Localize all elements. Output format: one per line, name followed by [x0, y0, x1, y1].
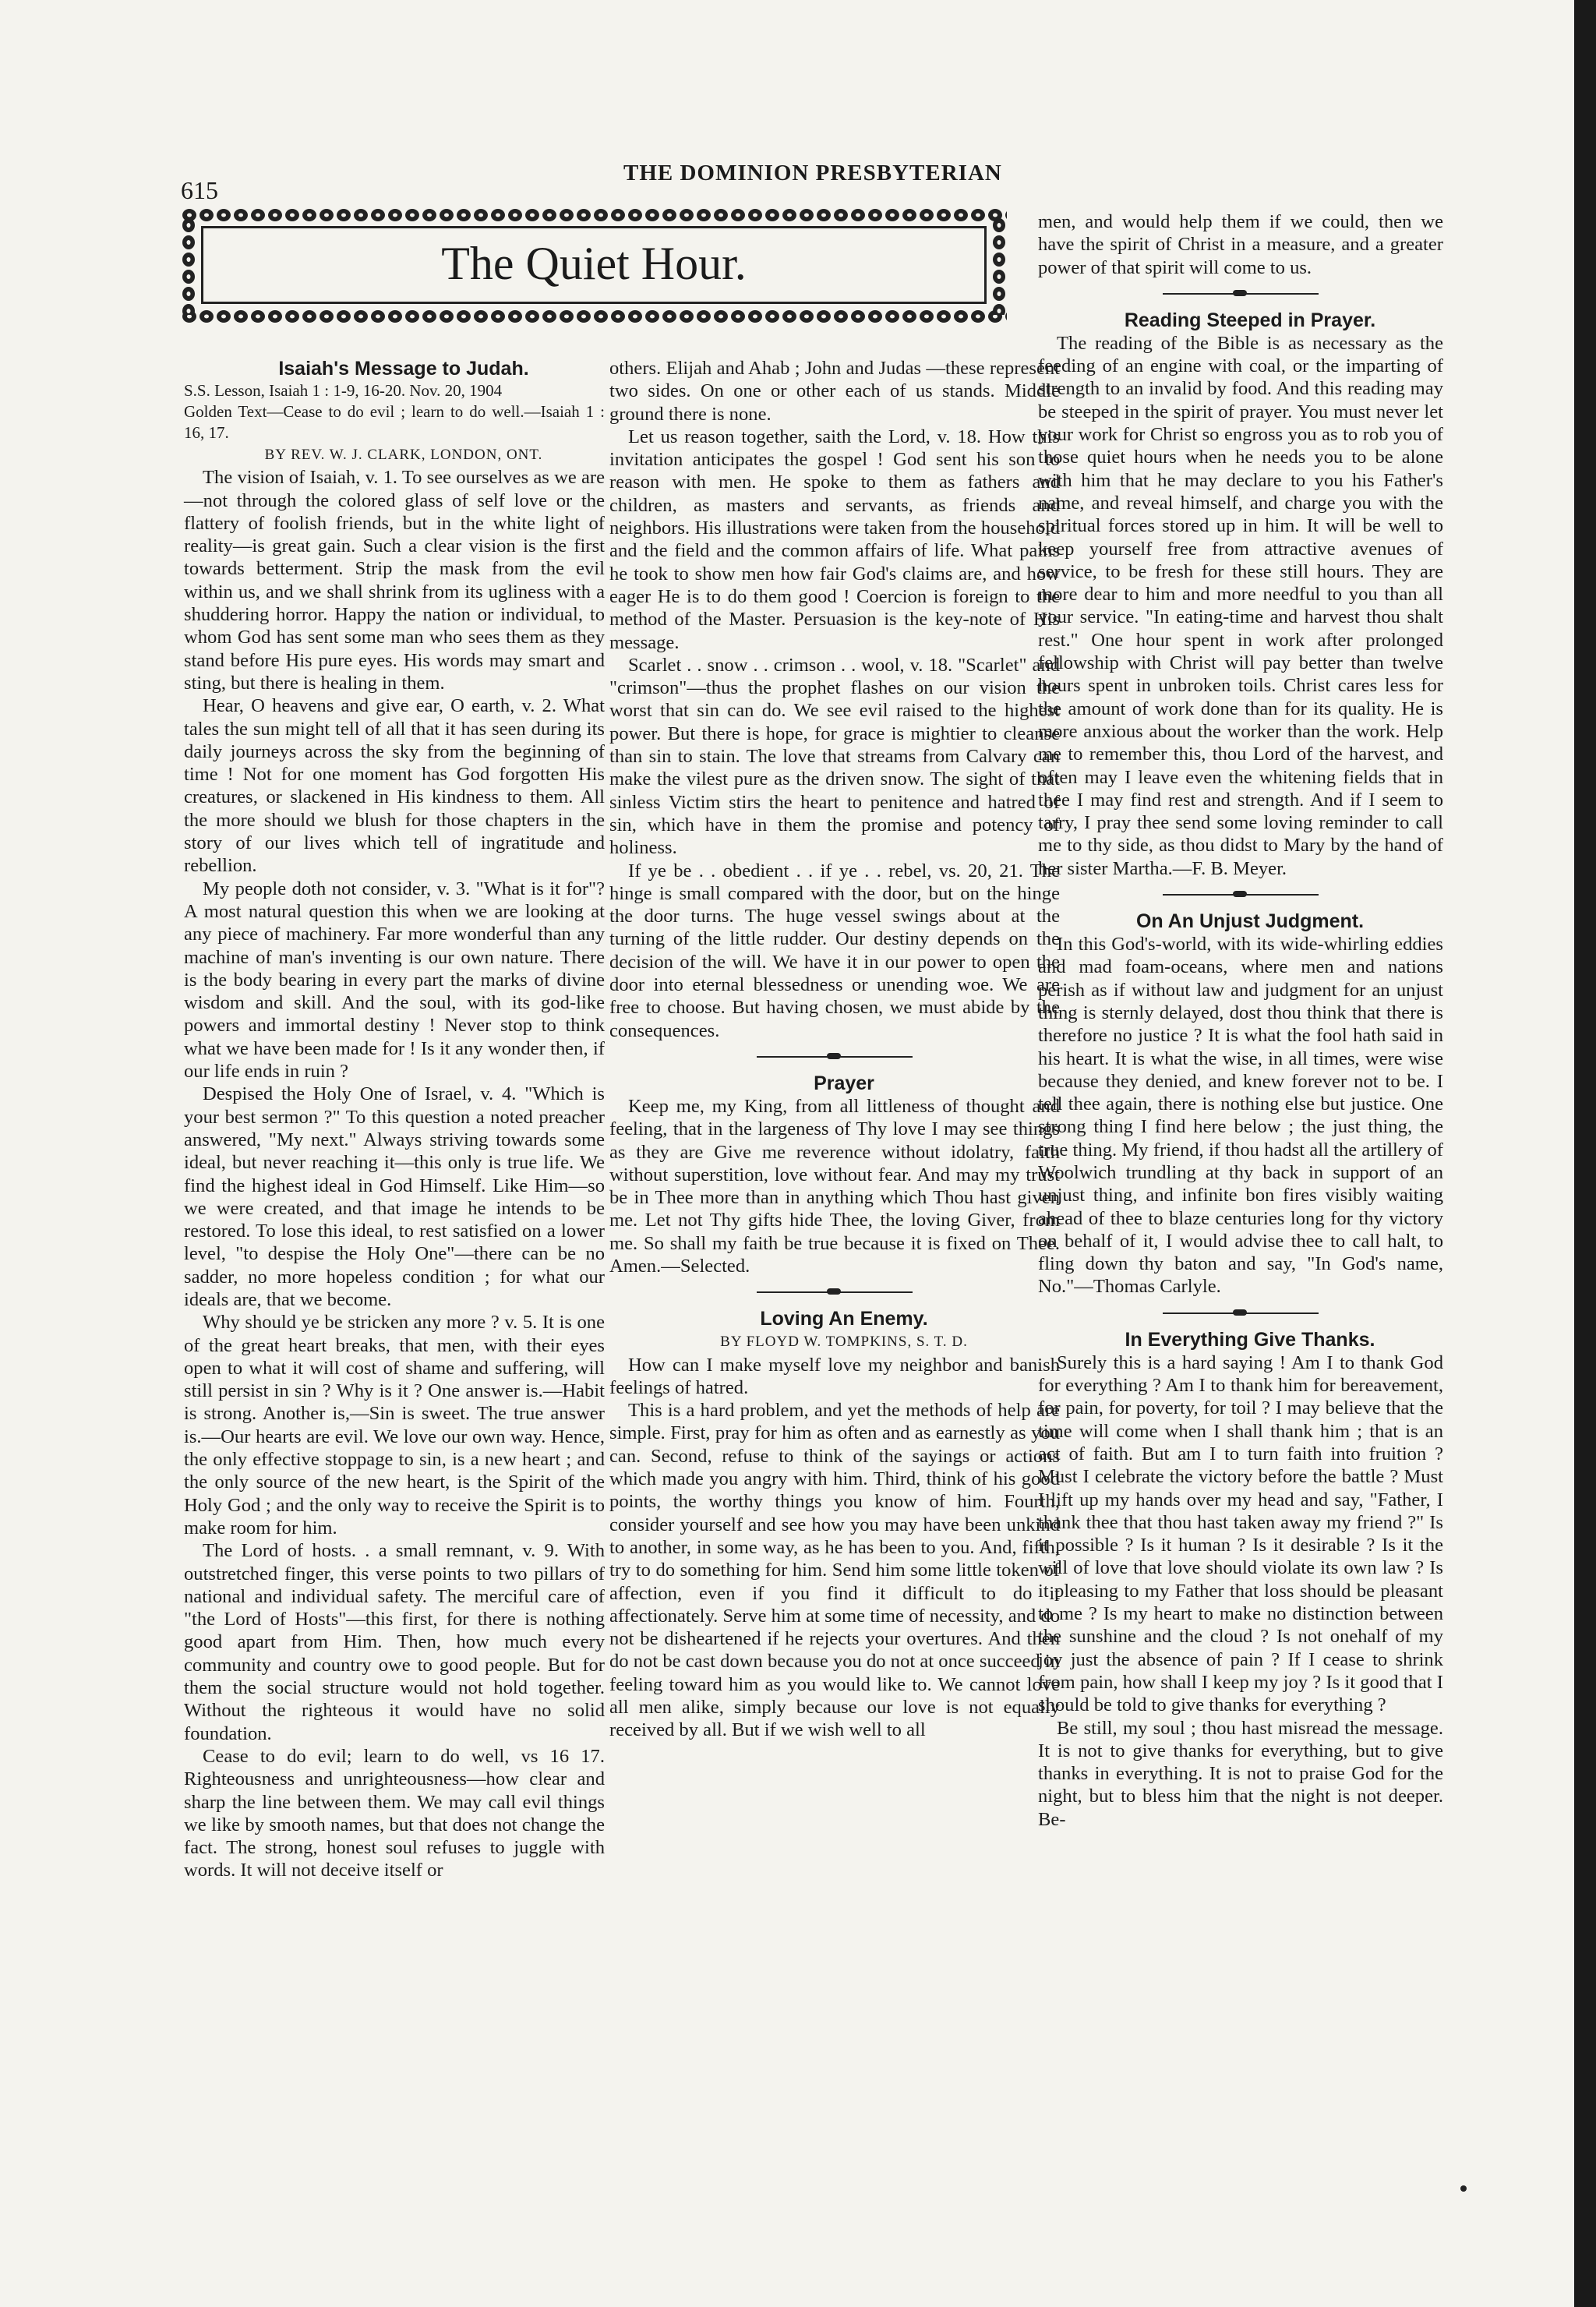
unjust-heading: On An Unjust Judgment.: [1135, 910, 1365, 933]
paragraph: Let us reason together, saith the Lord, v. 18. How this invitation anticipates the gospel ! God sent his son to reason with men. He spoke to them as fathers and children, as masters and servants, as friends and neighbors. His illustrations were taken from the household and the field and the common affairs of life. What pains he took to show men how fair God's claims are, and how eager He is to do them good ! Coercion is foreign to the method of the Master. Persuasion is the key-note of His message.: [609, 426, 1060, 653]
thanks-heading: In Everything Give Thanks.: [1125, 1328, 1375, 1351]
ornamental-border-bottom: [181, 309, 1007, 324]
byline: BY FLOYD W. TOMPKINS, S. T. D.: [720, 1334, 968, 1351]
paragraph: Cease to do evil; learn to do well, vs 16 17. Righteousness and unrighteousness—how clear and sharp the line between them. We may call evil things we like by smooth names, but that does not change the fact. The strong, honest soul refuses to juggle with words. It will not deceive itself or: [184, 1745, 605, 1881]
paragraph: This is a hard problem, and yet the methods of help are simple. First, pray for him as often and as earnestly as you can. Second, refuse to think of the sayings or actions which made you angry with him. Third, think of his good points, the worthy things you know of him. Fourth, consider yourself and see how you may have been unkind to another, in some way, as he has been to you. And, fifth, try to do something for him. Send him some little token of affection, even if you find it difficult to do it affectionately. Serve him at some time of necessity, and do not be disheartened if he rejects your overtures. And then do not be cast down because you do not at once succeed in feeling toward him as you would like to. We cannot love all men alike, simply because our love is not equally received by all. But if we wish well to all: [609, 1400, 1060, 1741]
ornamental-border-top: [181, 207, 1007, 223]
paragraph: If ye be . . obedient . . if ye . . rebel, vs. 20, 21. The hinge is small compared with the door, but on the hinge the door turns. The huge vessel swings about at the turning of the little rudder. Our destiny depends on the decision of the will. We have it in our power to open the door into eternal blessedness or unending woe. We are free to choose. But having chosen, we must abide by the consequences.: [609, 860, 1060, 1041]
paragraph: The vision of Isaiah, v. 1. To see ourselves as we are—not through the colored glass of self love or the flattery of foolish friends, but in the white light of reality—is great gain. Such a clear vision is the first towards betterment. Strip the mask from the evil within us, and we shall shrink from its ugliness with a shuddering horror. Happy the nation or individual, to whom God has sent some man who sees them as they stand before His pure eyes. His words may smart and sting, but there is healing in them.: [184, 467, 605, 694]
paragraph: Despised the Holy One of Israel, v. 4. "Which is your best sermon ?" To this question a noted preacher answered, "My next." Always striving towards some ideal, but never reaching it—this only is true life. We find the highest ideal in God Himself. Like Him—so we were created, and that image he intends to be restored. To lose this ideal, to rest satisfied on a lower level, "to despise the Holy One"—there can be no sadder, no more hopeless condition ; for what our ideals are, that we become.: [184, 1083, 605, 1310]
reading-heading: Reading Steeped in Prayer.: [1124, 309, 1376, 331]
page-number: 615: [181, 176, 218, 204]
prayer-heading: Prayer: [814, 1072, 874, 1094]
section-divider: [757, 1282, 913, 1302]
paragraph: Surely this is a hard saying ! Am I to thank God for everything ? Am I to thank him for bereavement, for pain, for poverty, for toil ? I may believe that the time will come when I shall thank him ; that is an act of faith. But am I to turn faith into fruition ? Must I celebrate the victory before the battle ? Must I lift up my hands over my head and say, "Father, I thank thee that thou hast taken away my friend ?" Is it possible ? Is it human ? Is it desirable ? Is it the will of love that love should violate its own law ? Is it pleasing to my Father that loss should be pleasant to me ? Is my heart to make no distinction between the sunshine and the cloud ? Is not onehalf of my joy just the absence of pain ? If I cease to shrink from pain, how shall I keep my joy ? Is it good that I should be told to give thanks for everything ?: [1038, 1351, 1443, 1716]
column-1: [184, 357, 605, 1882]
paragraph: others. Elijah and Ahab ; John and Judas —these represent two sides. On one or other each of us stands. Middle ground there is none.: [609, 358, 1060, 425]
lesson-reference: S.S. Lesson, Isaiah 1 : 1-9, 16-20. Nov. 20, 1904: [184, 381, 503, 400]
golden-text: Golden Text—Cease to do evil ; learn to do well.—Isaiah 1 : 16, 17.: [184, 402, 605, 442]
column-3: [1038, 210, 1443, 1831]
section-title: The Quiet Hour.: [441, 238, 747, 289]
ink-dot: [1460, 2185, 1467, 2192]
quiet-hour-banner: [181, 207, 1007, 323]
paragraph: Hear, O heavens and give ear, O earth, v. 2. What tales the sun might tell of all that it has seen during its daily journeys across the sky from the beginning of time ! Not for one moment has God forgotten His creatures, or slackened in His kindness to them. All the more should we blush for those chapters in the story of our lives which tell of ingratitude and rebellion.: [184, 695, 605, 877]
paragraph: How can I make myself love my neighbor and banish feelings of hatred.: [609, 1354, 1060, 1398]
enemy-heading: Loving An Enemy.: [760, 1308, 928, 1330]
section-divider: [1163, 1303, 1319, 1323]
paragraph: The reading of the Bible is as necessary as the feeding of an engine with coal, or the imparting of strength to an invalid by food. And this reading may be steeped in the spirit of prayer. You must never let your work for Christ so engross you as to rob you of those quiet hours when he needs you to be alone with him that he may declare to you his Father's name, and reveal himself, and charge you with the spiritual forces stored up in him. It will be well to keep yourself free from attractive avenues of service, to be fresh for these still hours. They are more dear to him and more needful to you than all your service. "In eating-time and harvest thou shalt rest." One hour spent in work after prolonged fellowship with Christ will pay better than twelve hours spent in unbroken toils. Christ cares less for the amount of work done than for its quality. He is more anxious about the worker than the work. Help me to remember this, thou Lord of the harvest, and often may I leave even the whitening fields that in thee I may find rest and strength. And if I seem to tarry, I pray thee send some loving reminder to call me to thy side, as thou didst to Mary by the hand of her sister Martha.—F. B. Meyer.: [1038, 332, 1443, 879]
section-divider: [757, 1047, 913, 1067]
section-divider: [1163, 284, 1319, 304]
paragraph: In this God's-world, with its wide-whirling eddies and mad foam-oceans, where men and nations perish as if without law and judgment for an unjust thing is sternly delayed, dost thou think that there is therefore no justice ? It is what the fool hath said in his heart. It is what the wise, in all times, were wise because they denied, and knew forever not to be. I tell thee again, there is nothing else but justice. One strong thing I find here below ; the just thing, the true thing. My friend, if thou hadst all the artillery of Woolwich trundling at thy back in support of an unjust thing, and infinite bon fires visibly waiting ahead of thee to blaze centuries long for thy victory on behalf of it, I would advise thee to call halt, to fling down thy baton and say, "In God's name, No."—Thomas Carlyle.: [1038, 934, 1443, 1298]
paragraph: men, and would help them if we could, then we have the spirit of Christ in a measure, and a greater power of that spirit will come to us.: [1038, 211, 1443, 278]
paragraph: Keep me, my King, from all littleness of thought and feeling, that in the largeness of Thy love I may see things as they are Give me reverence without idolatry, faith without superstition, love without fear. And may my trust be in Thee more than in anything which Thou hast given me. Let not Thy gifts hide Thee, the loving Giver, from me. So shall my faith be true because it is fixed on Thee. Amen.—Selected.: [609, 1095, 1060, 1277]
paragraph: My people doth not consider, v. 3. "What is it for"? A most natural question this when we are looking at any piece of machinery. Far more wonderful than any machine of man's inventing is our own nature. There is the body bearing in every part the marks of divine wisdom and skill. And the soul, with its god-like powers and immortal destiny ! Never stop to think what we have been made for ! Is it any wonder then, if our life ends in ruin ?: [184, 878, 605, 1083]
article-heading: Isaiah's Message to Judah.: [278, 358, 529, 380]
publication-title: THE DOMINION PRESBYTERIAN: [623, 161, 1002, 185]
column-2: [609, 357, 1060, 1742]
paragraph: Why should ye be stricken any more ? v. 5. It is one of the great heart breaks, that men, with their eyes open to what it will cost of shame and suffering, will still persist in sin ? Why is it ? One answer is.—Habit is strong. Another is,—Sin is sweet. The true answer is.—Our hearts are evil. We love our own way. Hence, the only effective stoppage to sin, is a new heart ; and the only source of the new heart, is the Spirit of the Holy God ; and the only way to receive the Spirit is to make room for him.: [184, 1312, 605, 1539]
byline: BY REV. W. J. CLARK, LONDON, ONT.: [264, 447, 543, 463]
section-divider: [1163, 885, 1319, 905]
paragraph: Be still, my soul ; thou hast misread the message. It is not to give thanks for everything, but to give thanks in everything. It is not to praise God for the night, but to bless him that the night is not deeper. Be-: [1038, 1717, 1443, 1830]
paragraph: The Lord of hosts. . a small remnant, v. 9. With outstretched finger, this verse points to two pillars of national and individual safety. The merciful care of "the Lord of Hosts"—this first, for there is nothing good apart from Him. Then, how much every community and country owe to good people. But for them the social structure would not hold together. Without the righteous it would have no solid foundation.: [184, 1540, 605, 1744]
paragraph: Scarlet . . snow . . crimson . . wool, v. 18. "Scarlet" and "crimson"—thus the prophet flashes on our vision the worst that sin can do. We see evil raised to the highest power. But there is hope, for grace is mightier to cleanse than sin to stain. The love that streams from Calvary can make the vilest pure as the driven snow. The sight of that sinless Victim stirs the heart to penitence and hatred of sin, which have in them the promise and potency of holiness.: [609, 654, 1060, 859]
